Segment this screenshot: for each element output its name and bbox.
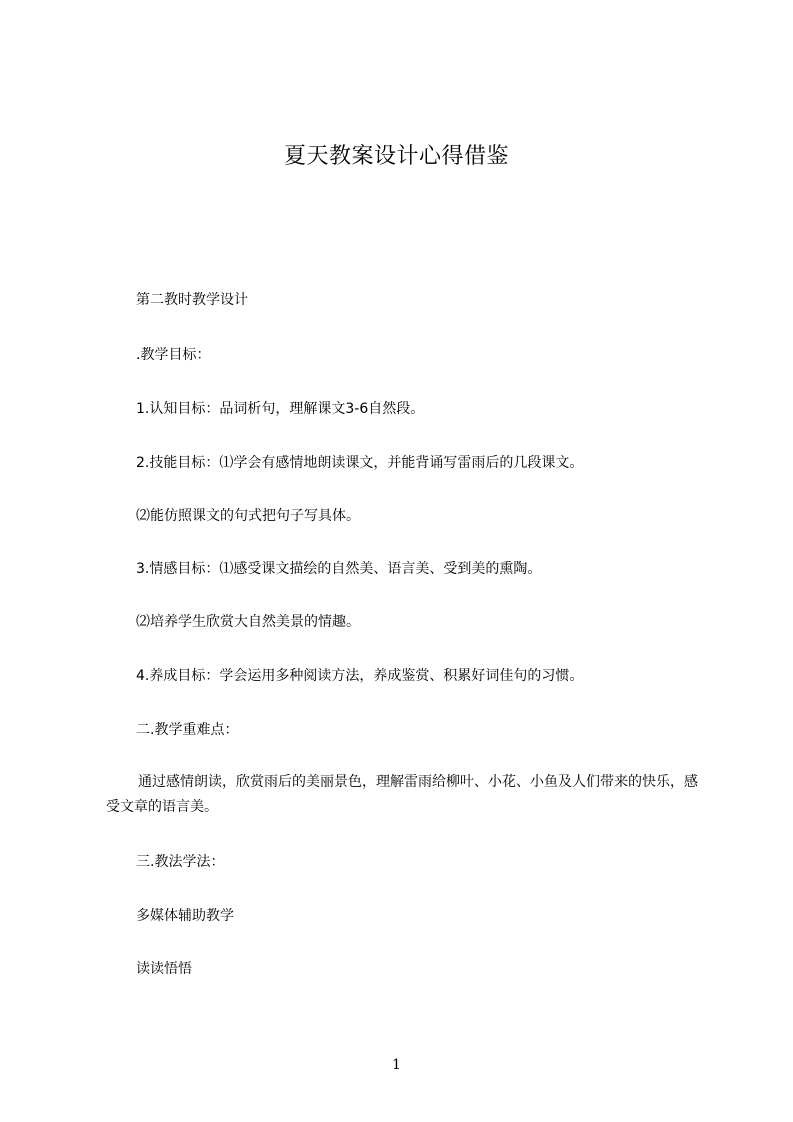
objective-skill: 2.技能目标：⑴学会有感情地朗读课文，并能背诵写雷雨后的几段课文。 (136, 455, 584, 471)
page-number: 1 (392, 1057, 401, 1073)
method-multimedia: 多媒体辅助教学 (136, 908, 234, 924)
method-reading: 读读悟悟 (136, 961, 192, 977)
objective-emotion-part-2: ⑵培养学生欣赏大自然美景的情趣。 (136, 614, 360, 630)
section-heading-objectives: .教学目标： (136, 347, 211, 363)
document-title: 夏天教案设计心得借鉴 (283, 144, 509, 169)
objective-cognitive: 1.认知目标：品词析句，理解课文3-6自然段。 (136, 401, 425, 417)
objective-skill-part-2: ⑵能仿照课文的句式把句子写具体。 (136, 508, 360, 524)
objective-emotion: 3.情感目标：⑴感受课文描绘的自然美、语言美、受到美的熏陶。 (136, 561, 542, 577)
section-heading-key-points: 二.教学重难点： (136, 722, 239, 738)
section-heading-lesson-design: 第二教时教学设计 (136, 292, 248, 308)
key-points-body: 通过感情朗读，欣赏雨后的美丽景色，理解雷雨给柳叶、小花、小鱼及人们带来的快乐，感受文章的语言美。 (106, 774, 698, 815)
section-heading-methods: 三.教法学法： (136, 854, 225, 870)
objective-habit: 4.养成目标：学会运用多种阅读方法，养成鉴赏、积累好词佳句的习惯。 (136, 668, 584, 684)
